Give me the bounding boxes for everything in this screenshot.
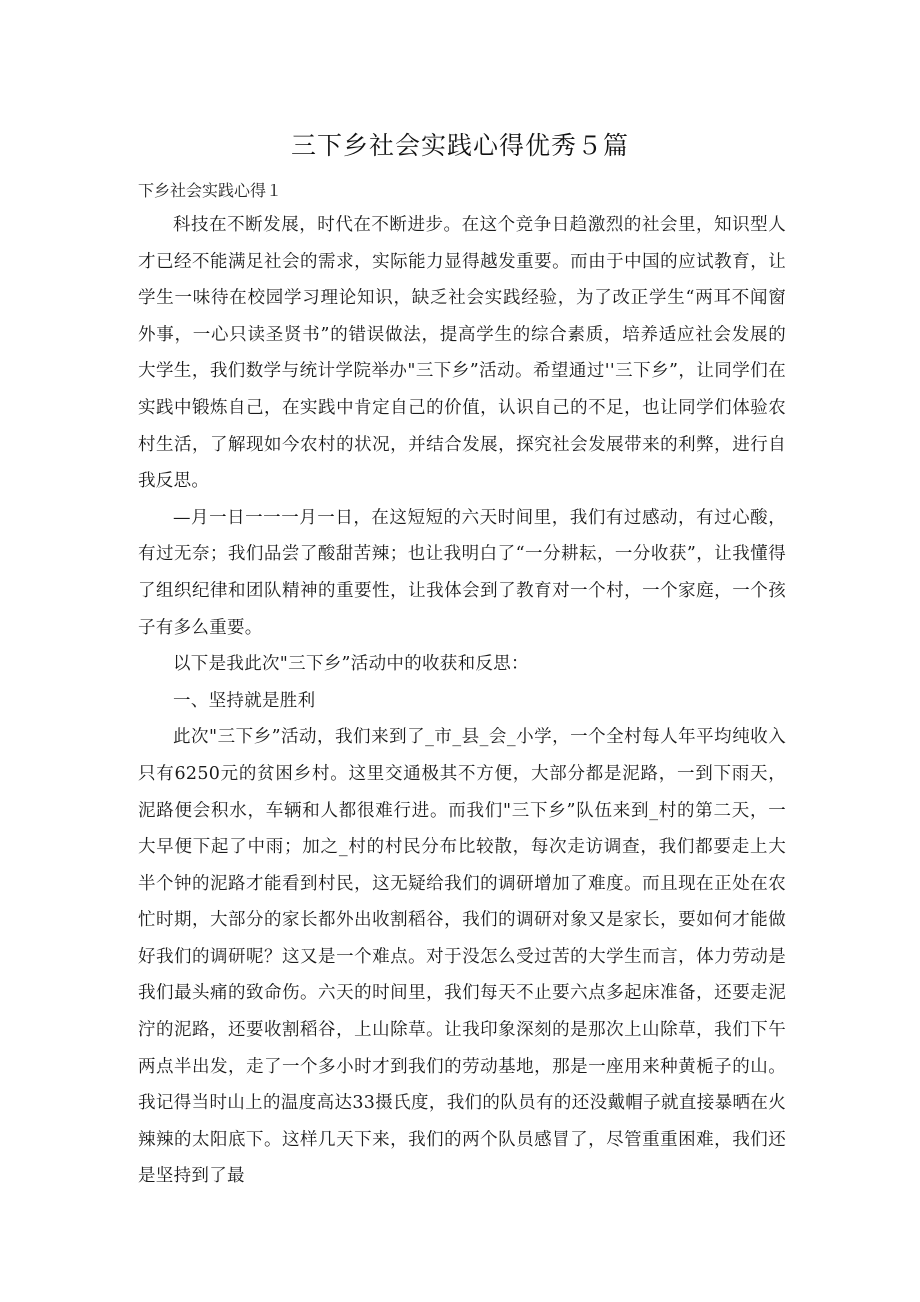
section-heading: 下乡社会实践心得１ [138,181,283,200]
paragraph-lead-in: 以下是我此次"三下乡”活动中的收获和反思： [173,654,529,675]
paragraph-intro: 科技在不断发展，时代在不断进步。在这个竞争日趋激烈的社会里，知识型人才已经不能满足社会的需求，实际能力显得越发重要。而由于中国的应试教育，让学生一味待在校园学习理论知识，缺乏社会实践经验，为了改正学生“两耳不闻窗外事，一心只读圣贤书”的错误做法，提高学生的综合素质，培养适应社会发展的大学生，我们数学与统计学院举办"三下乡”活动。希望通过''三下乡”，让同学们在实践中锻炼自己，在实践中肯定自己的价值，认识自己的不足，也让同学们体验农村生活，了解现如今农村的状况，并结合发展，探究社会发展带来的利弊，进行自我反思。 [138,215,786,492]
paragraph-timeline: —月一日一一一月一日，在这短短的六天时间里，我们有过感动，有过心酸，有过无奈；我们品尝了酸甜苦辣；也让我明白了“一分耕耘，一分收获”，让我懂得了组织纪律和团队精神的重要性，让我体会到了教育对一个村，一个家庭，一个孩子有多么重要。 [138,507,786,638]
document-title: 三下乡社会实践心得优秀５篇 [290,131,629,160]
paragraph-persistence: 此次"三下乡”活动，我们来到了_市_县_会_小学，一个全村每人年平均纯收入只有6250元的贫困乡村。这里交通极其不方便，大部分都是泥路，一到下雨天，泥路便会积水，车辆和人都很难行进。而我们"三下乡”队伍来到_村的第二天，一大早便下起了中雨；加之_村的村民分布比较散，每次走访调查，我们都要走上大半个钟的泥路才能看到村民，这无疑给我们的调研增加了难度。而且现在正处在农忙时期，大部分的家长都外出收割稻谷，我们的调研对象又是家长，要如何才能做好我们的调研呢？这又是一个难点。对于没怎么受过苦的大学生而言，体力劳动是我们最头痛的致命伤。六天的时间里，我们每天不止要六点多起床准备，还要走泥泞的泥路，还要收割稻谷，上山除草。让我印象深刻的是那次上山除草，我们下午两点半出发，走了一个多小时才到我们的劳动基地，那是一座用来种黄栀子的山。我记得当时山上的温度高达33摄氏度，我们的队员有的还没戴帽子就直接暴晒在火辣辣的太阳底下。这样几天下来，我们的两个队员感冒了，尽管重重困难，我们还是坚持到了最 [138,727,786,1187]
section-heading-persistence: 一、坚持就是胜利 [173,690,316,711]
document-body [138,207,786,1195]
